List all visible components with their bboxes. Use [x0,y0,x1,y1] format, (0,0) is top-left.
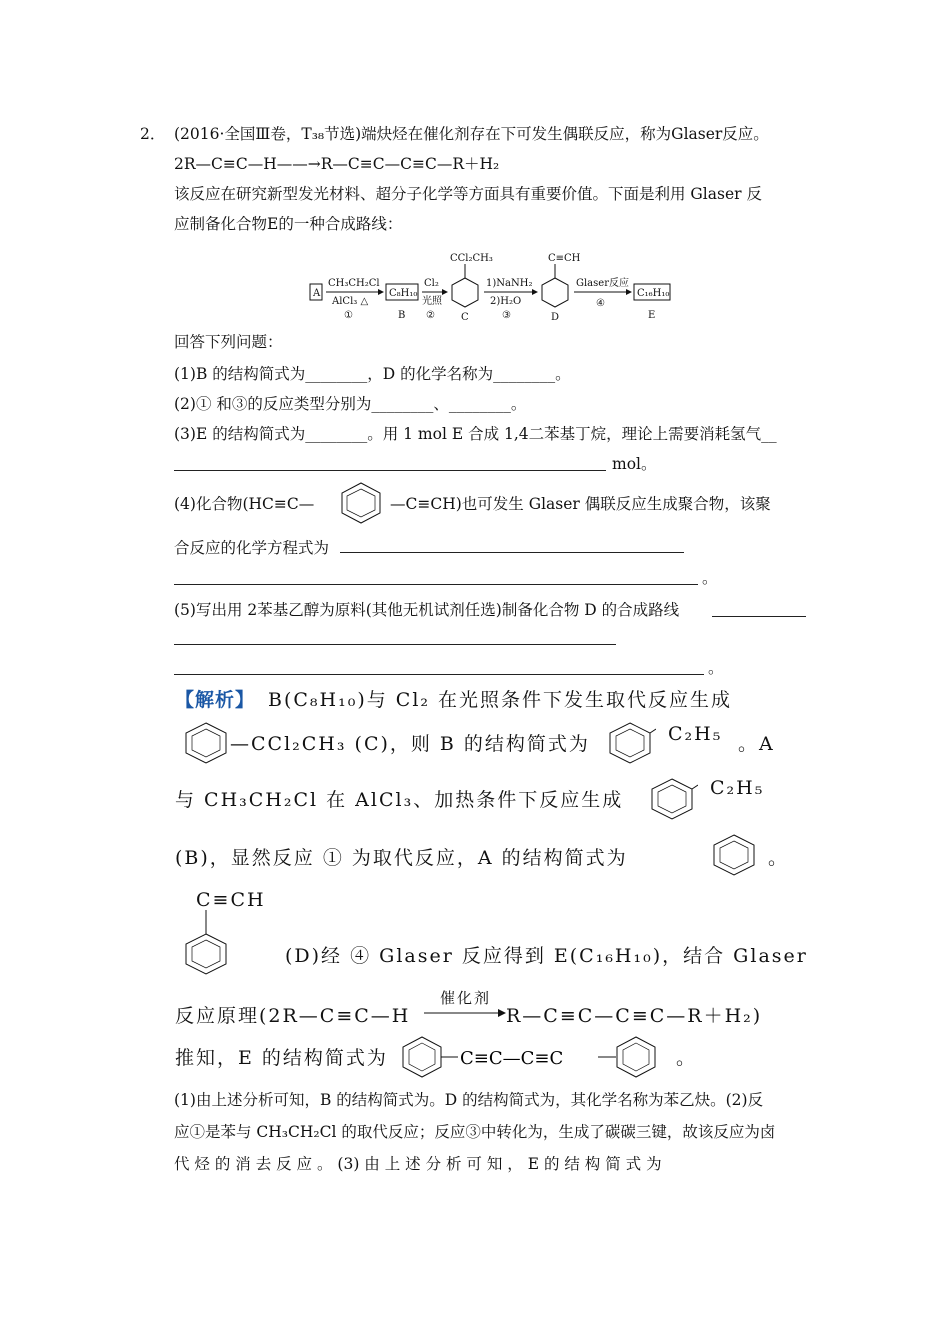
scheme-E: E [648,310,656,321]
question-2: (2)① 和③的反应类型分别为________、________。 [174,395,527,413]
benzene-ring-q4 [336,480,386,526]
scheme-D: D [551,312,560,323]
r2-num: ② [426,310,435,321]
intro-line-1: 该反应在研究新型发光材料、超分子化学等方面具有重要价值。下面是利用 Glaser 反 [174,185,762,203]
analysis-line-4b: 。 [768,847,790,869]
benzene-ring-B-analysis [604,720,656,766]
analysis-line-2b: 。A [738,733,775,755]
question-4c-end: 。 [702,569,718,587]
benzene-ring-B2-analysis [646,776,698,822]
synthesis-scheme [300,244,700,324]
scheme-B: B [398,310,406,321]
q4-answer-line-2[interactable] [174,584,698,585]
r3-num: ③ [502,310,511,321]
benzene-ring-A-analysis [708,832,760,878]
compound-E-structure [398,1034,664,1080]
question-4b: 合反应的化学方程式为 [174,539,330,557]
question-number: 2． [140,125,166,143]
answer-prompt: 回答下列问题： [174,333,283,351]
r2-bot: 光照 [422,296,442,307]
analysis-line-2-substituent: C₂H₅ [668,723,723,745]
analysis-line-8a: 推知，E 的结构简式为 [175,1047,388,1069]
question-4a-post: —C≡CH)也可发生 Glaser 偶联反应生成聚合物，该聚 [390,495,771,513]
scheme-B-box: C₈H₁₀ [389,288,418,299]
analysis-line-3: 与 CH₃CH₂Cl 在 AlCl₃、加热条件下反应生成 [175,789,624,811]
question-source: (2016·全国Ⅲ卷，T₃₈节选)端炔烃在催化剂存在下可发生偶联反应，称为Glaser反应。 [174,125,769,143]
analysis-line-6: (D)经 ④ Glaser 反应得到 E(C₁₆H₁₀)，结合 Glaser [285,945,808,967]
explain-line-2: 应①是苯与 CH₃CH₂Cl 的取代反应；反应③中转化为，生成了碳碳三键，故该反应为卤 [174,1123,776,1141]
analysis-line-2a: —CCl₂CH₃ (C)，则 B 的结构简式为 [230,733,590,755]
r1-top: CH₃CH₂Cl [328,278,380,289]
question-3a: (3)E 的结构简式为________。用 1 mol E 合成 1,4二苯基丁烷，理论上需要消耗氢气__ [174,425,777,443]
r1-num: ① [344,310,353,321]
r2-top: Cl₂ [424,278,439,289]
r1-bot: AlCl₃ △ [332,296,369,307]
analysis-tag: 【解析】 [175,689,256,711]
q5-answer-line-2[interactable] [174,644,616,645]
scheme-E-box: C₁₆H₁₀ [637,288,670,299]
question-5a: (5)写出用 2苯基乙醇为原料(其他无机试剂任选)制备化合物 D 的合成路线 [174,601,680,619]
benzene-ring-C [452,278,478,307]
question-3b-end: mol。 [612,455,657,473]
analysis-D-substituent: C≡CH [196,889,266,911]
analysis-line-1: B(C₈H₁₀)与 Cl₂ 在光照条件下发生取代反应生成 [268,689,733,711]
analysis-line-8b: 。 [676,1047,698,1069]
benzene-ring-D-analysis [180,910,232,980]
q4-answer-line-1[interactable] [340,552,684,553]
question-1: (1)B 的结构简式为________，D 的化学名称为________。 [174,365,571,383]
question-5c-end: 。 [708,659,724,677]
compound-E-chain: C≡C—C≡C [460,1048,564,1069]
explain-line-1: (1)由上述分析可知，B 的结构简式为。D 的结构简式为，其化学名称为苯乙炔。(2)反 [174,1091,764,1109]
benzene-ring-C-analysis [180,720,232,766]
catalyst-label: 催化剂 [440,989,492,1007]
r4-top: Glaser反应 [576,278,629,289]
scheme-D-sub: C≡CH [548,253,581,264]
r3-top: 1)NaNH₂ [486,278,533,289]
q5-answer-line-3[interactable] [174,674,704,675]
catalyst-arrow [424,1008,506,1018]
analysis-line-4a: (B)，显然反应 ① 为取代反应，A 的结构简式为 [175,847,628,869]
glaser-equation: 2R—C≡C—H——→R—C≡C—C≡C—R＋H₂ [174,155,500,173]
analysis-line-3-substituent: C₂H₅ [710,777,765,799]
q3-answer-line[interactable] [174,470,606,471]
question-4a-pre: (4)化合物(HC≡C— [174,495,315,513]
r3-bot: 2)H₂O [490,296,522,307]
scheme-A: A [313,288,321,299]
intro-line-2: 应制备化合物E的一种合成路线： [174,215,403,233]
analysis-line-7b: R—C≡C—C≡C—R＋H₂) [506,1005,763,1027]
q5-answer-line-1[interactable] [712,616,806,617]
explain-line-3: 代 烃 的 消 去 反 应 。 (3) 由 上 述 分 析 可 知 ， E 的 结 构 简 式 为 [174,1155,662,1173]
benzene-ring-D [542,278,568,307]
r4-num: ④ [596,298,605,309]
analysis-line-7a: 反应原理(2R—C≡C—H [175,1005,411,1027]
scheme-C: C [461,312,469,323]
scheme-C-sub: CCl₂CH₃ [450,253,493,264]
